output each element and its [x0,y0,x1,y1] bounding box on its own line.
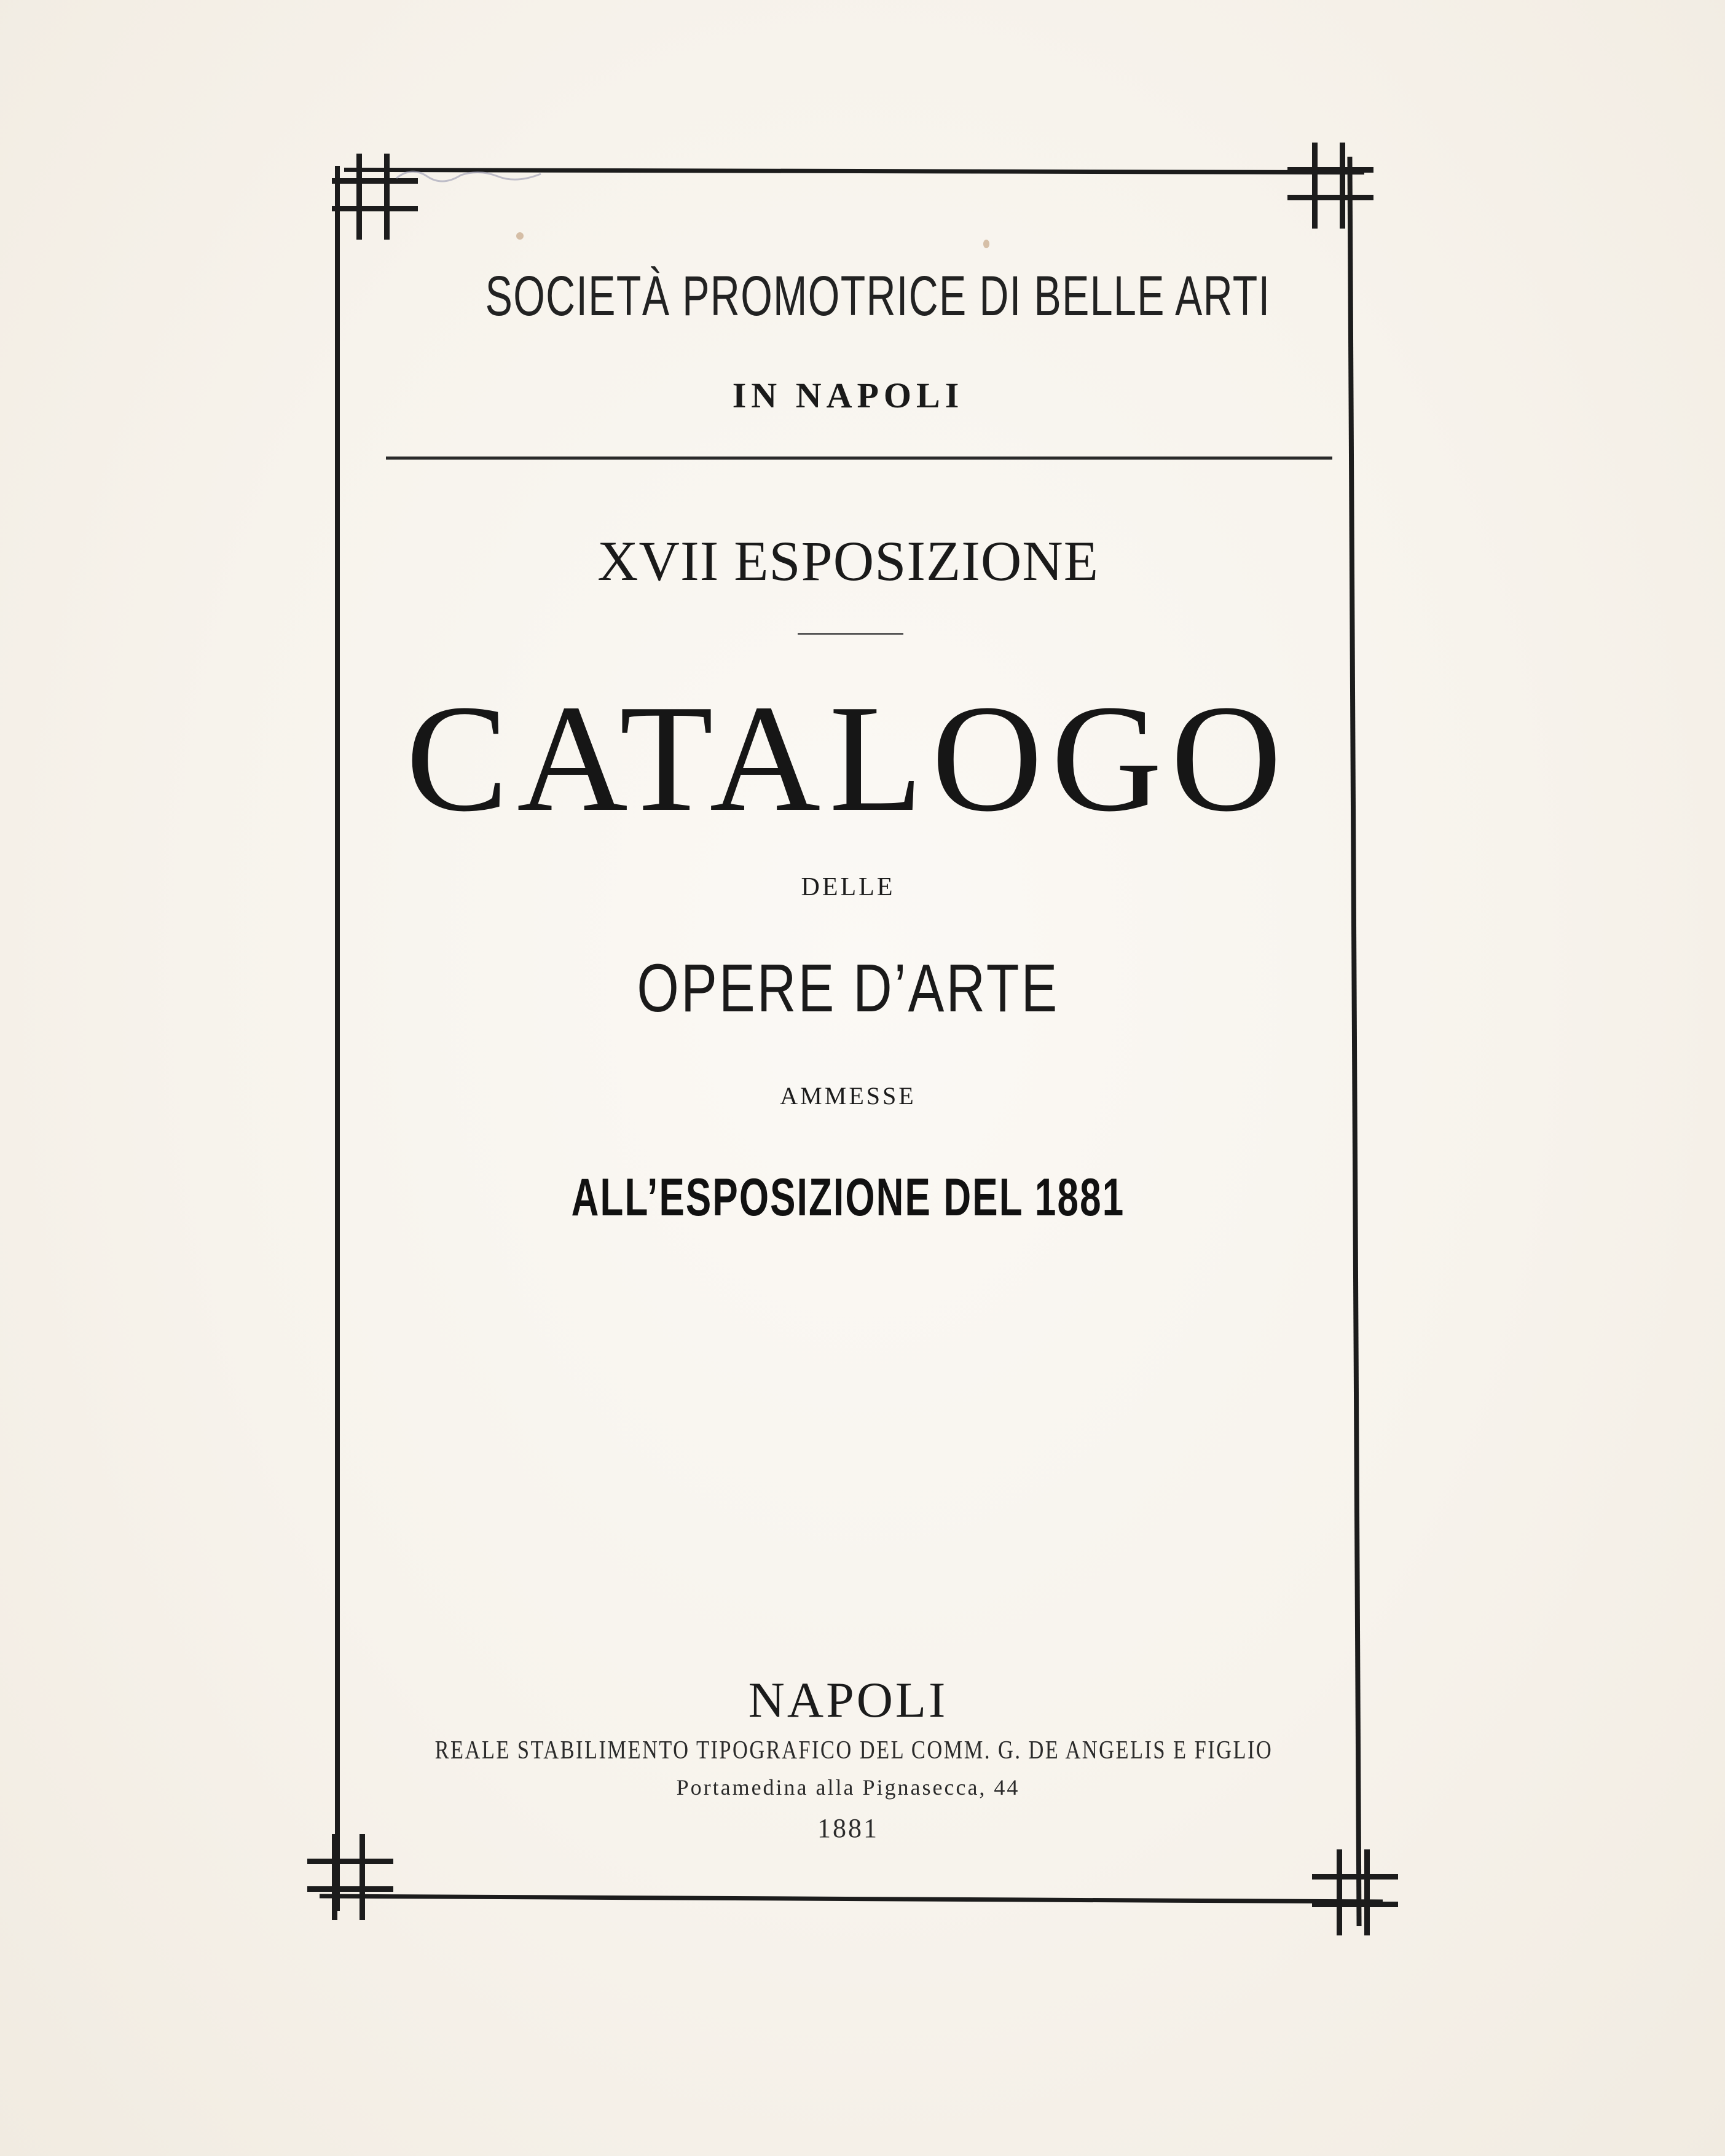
pencil-mark [393,163,578,187]
society-name: SOCIETÀ PROMOTRICE DI BELLE ARTI [485,265,1271,327]
short-divider [798,633,903,635]
imprint-year: 1881 [817,1813,879,1843]
corner-ornament-top-right [1287,143,1373,229]
corner-ornament-bottom-right [1312,1849,1398,1935]
frame-bottom-rule [320,1894,1383,1903]
imprint-city: NAPOLI [748,1672,948,1728]
main-title: CATALOGO [406,673,1291,844]
corner-ornament-bottom-left [307,1834,393,1920]
imprint-address: Portamedina alla Pignasecca, 44 [676,1775,1020,1800]
title-subject: OPERE D’ARTE [637,951,1059,1026]
exhibition-year-line: ALL’ESPOSIZIONE DEL 1881 [571,1168,1125,1227]
society-location: IN NAPOLI [732,375,964,415]
title-connector-delle: DELLE [801,873,895,901]
title-connector-ammesse: AMMESSE [780,1082,916,1110]
foxing-spot [983,240,989,248]
frame-right-rule [1347,157,1361,1926]
foxing-spot [516,232,524,240]
imprint-printer: REALE STABILIMENTO TIPOGRAFICO DEL COMM. G. DE ANGELIS E FIGLIO [434,1736,1273,1765]
frame-left-rule [335,166,340,1911]
header-divider [386,457,1332,460]
exhibition-number: XVII ESPOSIZIONE [597,530,1099,592]
